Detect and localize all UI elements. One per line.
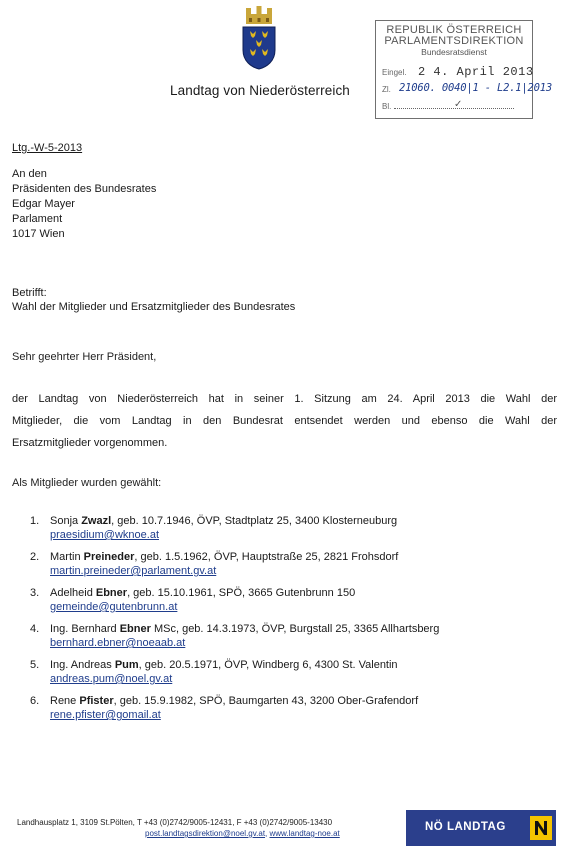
address-line: An den [12, 168, 47, 180]
badge-label: NÖ LANDTAG [425, 821, 506, 833]
stamp-received-date: 2 4. April 2013 [418, 65, 534, 79]
lower-austria-coat-of-arms-icon [240, 6, 278, 70]
footer-address: Landhausplatz 1, 3109 St.Pölten, T +43 (0)2742/9005-12431, F +43 (0)2742/9005-13430 [17, 818, 333, 827]
stamp-received-label: Eingel. [382, 68, 407, 77]
member-info [50, 587, 355, 599]
member-details: MSc, geb. 14.3.1973, ÖVP, Burgstall 25, 3365 Allhartsberg [150, 623, 440, 635]
member-info [50, 623, 439, 635]
member-details: , geb. 10.7.1946, ÖVP, Stadtplatz 25, 3400 Klosterneuburg [111, 515, 398, 527]
member-firstname: Adelheid [50, 587, 96, 599]
member-surname: Pfister [79, 695, 114, 707]
subject-block [12, 286, 295, 314]
stamp-line-3: Bundesratsdienst [421, 47, 487, 57]
recipient-address [12, 167, 156, 242]
member-firstname: Ing. Andreas [50, 659, 115, 671]
list-number: 4. [30, 623, 40, 635]
member-info [50, 695, 418, 707]
member-details: , geb. 20.5.1971, ÖVP, Windberg 6, 4300 St. Valentin [138, 659, 398, 671]
stamp-bl-mark: ✓ [454, 99, 463, 110]
address-line: Parlament [12, 213, 63, 225]
member-firstname: Ing. Bernhard [50, 623, 120, 635]
address-line: Edgar Mayer [12, 198, 75, 210]
member-email-link[interactable]: andreas.pum@noel.gv.at [50, 673, 173, 685]
paragraph-line: der Landtag von Niederösterreich hat in seiner 1. Sitzung am 24. April 2013 die Wahl der [12, 393, 557, 405]
member-surname: Pum [114, 659, 139, 671]
member-firstname: Sonja [50, 515, 82, 527]
salutation: Sehr geehrter Herr Präsident, [12, 351, 157, 363]
member-details: , geb. 15.9.1982, SPÖ, Baumgarten 43, 3200 Ober-Grafendorf [113, 695, 419, 707]
stamp-number-label: Zl. [382, 85, 391, 94]
paragraph-line: Mitglieder, die vom Landtag in den Bundesrat entsendet werden und ebenso die Wahl der [12, 415, 557, 427]
list-number: 3. [30, 587, 40, 599]
member-surname: Ebner [119, 623, 151, 635]
footer-website-link[interactable]: www.landtag-noe.at [269, 829, 340, 838]
address-line: Präsidenten des Bundesrates [12, 183, 157, 195]
footer-email-link[interactable]: post.landtagsdirektion@noel.gv.at [145, 829, 266, 838]
member-info [50, 659, 398, 671]
member-details: , geb. 1.5.1962, ÖVP, Hauptstraße 25, 2821 Frohsdorf [134, 551, 399, 563]
subject-label: Betrifft: [12, 287, 47, 299]
stamp-line-1: REPUBLIK ÖSTERREICH [386, 24, 522, 36]
paragraph-line: Ersatzmitglieder vorgenommen. [12, 437, 168, 449]
list-number: 6. [30, 695, 40, 707]
footer-separator: , [265, 829, 270, 838]
member-surname: Preineder [83, 551, 135, 563]
member-email-link[interactable]: praesidium@wknoe.at [50, 529, 159, 541]
member-details: , geb. 15.10.1961, SPÖ, 3665 Gutenbrunn 150 [127, 587, 356, 599]
members-intro: Als Mitglieder wurden gewählt: [12, 477, 162, 489]
document-reference: Ltg.-W-5-2013 [12, 142, 83, 154]
member-surname: Zwazl [81, 515, 112, 527]
receipt-stamp [375, 20, 553, 119]
member-email-link[interactable]: rene.pfister@gomail.at [50, 709, 161, 721]
member-email-link[interactable]: martin.preineder@parlament.gv.at [50, 565, 217, 577]
stamp-bl-label: Bl. [382, 102, 392, 111]
member-firstname: Martin [50, 551, 84, 563]
member-info [50, 551, 398, 563]
list-number: 1. [30, 515, 40, 527]
member-firstname: Rene [50, 695, 80, 707]
footer-links [145, 829, 340, 838]
member-email-link[interactable]: gemeinde@gutenbrunn.at [50, 601, 178, 613]
address-line: 1017 Wien [12, 228, 65, 240]
list-number: 2. [30, 551, 40, 563]
stamp-line-2: PARLAMENTSDIREKTION [384, 35, 524, 47]
body-paragraph [12, 388, 557, 454]
member-email-link[interactable]: bernhard.ebner@noeaab.at [50, 637, 186, 649]
noe-logo-icon [530, 816, 552, 840]
member-info [50, 515, 397, 527]
noe-landtag-badge [406, 810, 556, 846]
stamp-number-value: 21060. 0040|1 - L2.1|2013 [399, 82, 553, 94]
member-surname: Ebner [95, 587, 128, 599]
organization-title: Landtag von Niederösterreich [170, 83, 350, 98]
subject-text: Wahl der Mitglieder und Ersatzmitglieder des Bundesrates [12, 301, 296, 313]
list-number: 5. [30, 659, 40, 671]
